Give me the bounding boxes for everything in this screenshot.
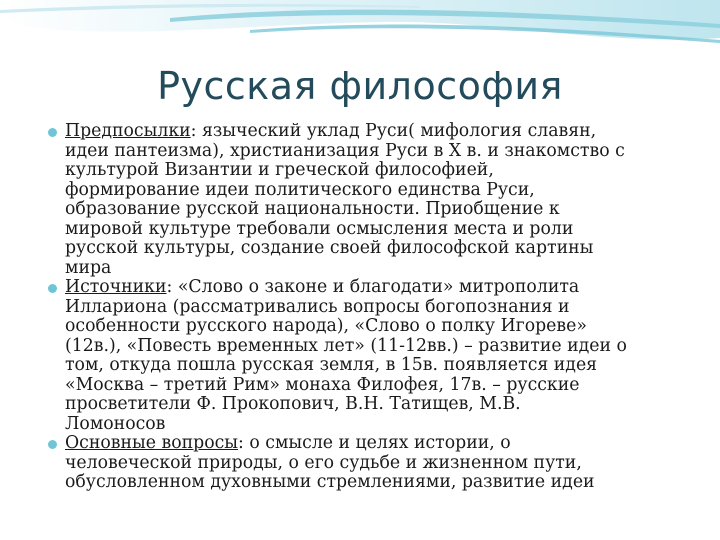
bullet-label-sources: Источники [65, 277, 167, 297]
bullet-label-prerequisites: Предпосылки [65, 121, 191, 141]
bullet-text: : о смысле и целях истории, о [238, 433, 511, 453]
bullet-dot-icon [48, 128, 57, 137]
bullet-item-main-questions [48, 434, 688, 493]
bullet-line: Ломоносов [65, 413, 166, 434]
bullet-line: «Москва – третий Рим» монаха Филофея, 17в. – русские [65, 374, 580, 395]
bullet-line: человеческой природы, о его судьбе и жизненном пути, [65, 452, 582, 473]
bullet-item-prerequisites [48, 122, 688, 278]
bullet-line: русской культуры, создание своей философской картины [65, 238, 594, 258]
bullet-line: просветители Ф. Прокопович, В.Н. Татищев, М.В. [65, 394, 521, 414]
bullet-line: идеи пантеизма), христианизация Руси в X в. и знакомство с [65, 140, 625, 161]
bullet-line: особенности русского народа), «Слово о полку Игореве» [65, 316, 587, 336]
bullet-line: образование русской национальности. Приобщение к [65, 199, 560, 219]
bullet-line: культурой Византии и греческой философией, [65, 160, 494, 180]
bullet-line: мира [65, 257, 112, 278]
bullet-text: : «Слово о законе и благодати» митрополита [166, 277, 580, 297]
bullet-line: том, откуда пошла русская земля, в 15в. появляется идея [65, 355, 598, 375]
slide-title: Русская философия [157, 64, 563, 108]
bullet-line: Иллариона (рассматривались вопросы богопознания и [65, 296, 570, 317]
bullet-line: мировой культуре требовали осмысления места и роли [65, 218, 574, 239]
bullet-line: формирование идеи политического единства Руси, [65, 179, 535, 200]
bullet-line: обусловленном духовными стремлениями, развитие идеи [65, 472, 595, 492]
bullet-label-main-questions: Основные вопросы [65, 433, 239, 453]
bullet-line: (12в.), «Повесть временных лет» (11-12вв.) – развитие идеи о [65, 335, 627, 356]
bullet-text: : языческий уклад Руси( мифология славян, [190, 121, 597, 141]
bullet-dot-icon [48, 284, 57, 293]
bullet-list [48, 122, 688, 493]
bullet-dot-icon [48, 440, 57, 449]
wave-decoration [0, 0, 720, 70]
bullet-item-sources [48, 278, 688, 434]
